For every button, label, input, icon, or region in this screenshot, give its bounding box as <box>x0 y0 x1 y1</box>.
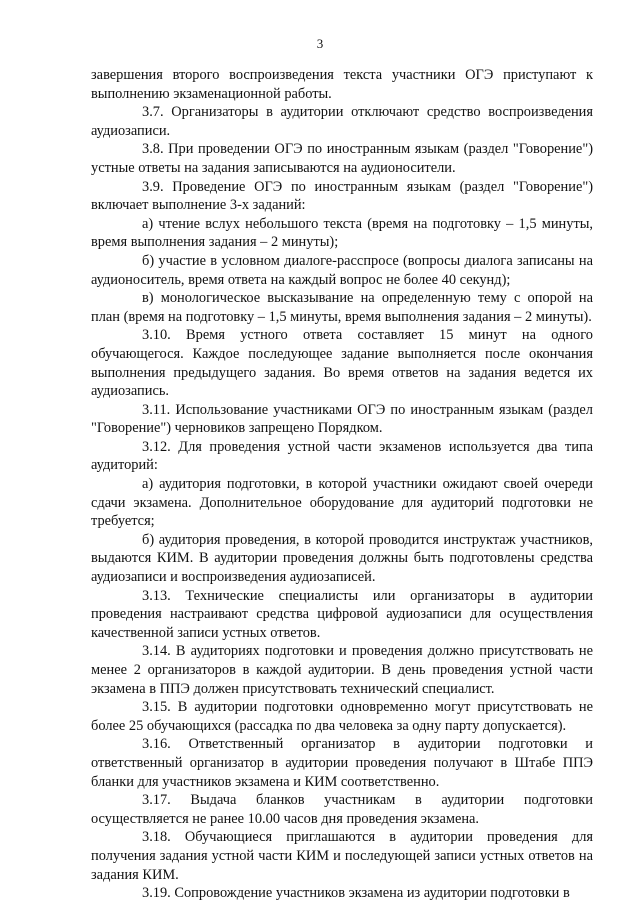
paragraph-3-17: 3.17. Выдача бланков участникам в аудитории подготовки осуществляется не ранее 10.00 часов дня проведения экзамена. <box>91 792 593 827</box>
paragraph-3-7: 3.7. Организаторы в аудитории отключают средство воспроизведения аудиозаписи. <box>91 104 593 139</box>
paragraph-3-12-item-b: б) аудитория проведения, в которой проводится инструктаж участников, выдаются КИМ. В аудитории проведения должны быть подготовлены средства аудиозаписи и воспроизведения аудиозаписей. <box>91 531 593 586</box>
paragraph-3-14: 3.14. В аудиториях подготовки и проведения должно присутствовать не менее 2 организаторов в каждой аудитории. В день проведения устной части экзамена в ППЭ должен присутствовать технический специалист. <box>91 643 593 697</box>
paragraph-continuation: завершения второго воспроизведения текста участники ОГЭ приступают к выполнению экзаменационной работы. <box>91 67 593 102</box>
paragraph-3-19: 3.19. Сопровождение участников экзамена из аудитории подготовки в <box>142 885 570 902</box>
paragraph-3-16: 3.16. Ответственный организатор в аудитории подготовки и ответственный организатор в аудитории проведения получают в Штабе ППЭ бланки для участников экзамена и КИМ соответственно. <box>91 736 593 790</box>
paragraph-3-12-item-a: а) аудитория подготовки, в которой участники ожидают своей очереди сдачи экзамена. Дополнительное оборудование для аудиторий подготовки не требуется; <box>91 476 593 530</box>
paragraph-3-15: 3.15. В аудитории подготовки одновременно могут присутствовать не более 25 обучающихся (рассадка по два человека за одну парту допускается). <box>91 699 593 734</box>
paragraph-3-10: 3.10. Время устного ответа составляет 15 минут на одного обучающегося. Каждое последующее задание выполняется после окончания выполнения предыдущего задания. Во время ответов на задания ведется их аудиозапись. <box>91 327 593 400</box>
paragraph-3-18: 3.18. Обучающиеся приглашаются в аудитории проведения для получения задания устной части КИМ и последующей записи устных ответов на задания КИМ. <box>91 829 593 883</box>
paragraph-3-8: 3.8. При проведении ОГЭ по иностранным языкам (раздел "Говорение") устные ответы на задания записываются на аудионосители. <box>91 141 593 176</box>
paragraph-3-9-item-a: а) чтение вслух небольшого текста (время на подготовку – 1,5 минуты, время выполнения задания – 2 минуты); <box>91 215 593 251</box>
paragraph-3-9-item-v: в) монологическое высказывание на определенную тему с опорой на план (время на подготовку – 1,5 минуты, время выполнения задания – 2 минуты). <box>91 290 593 325</box>
page-number: 3 <box>316 36 324 51</box>
paragraph-3-9-item-b: б) участие в условном диалоге-расспросе (вопросы диалога записаны на аудионоситель, время ответа на каждый вопрос не более 40 секунд); <box>91 252 593 288</box>
paragraph-3-12: 3.12. Для проведения устной части экзаменов используется два типа аудиторий: <box>91 438 593 474</box>
document-body <box>91 66 593 903</box>
paragraph-3-11: 3.11. Использование участниками ОГЭ по иностранным языкам (раздел "Говорение") черновиков запрещено Порядком. <box>91 401 593 437</box>
paragraph-3-9: 3.9. Проведение ОГЭ по иностранным языкам (раздел "Говорение") включает выполнение 3-х заданий: <box>91 178 593 214</box>
paragraph-3-13: 3.13. Технические специалисты или организаторы в аудитории проведения настраивают средства цифровой аудиозаписи для осуществления качественной записи устных ответов. <box>91 587 593 641</box>
